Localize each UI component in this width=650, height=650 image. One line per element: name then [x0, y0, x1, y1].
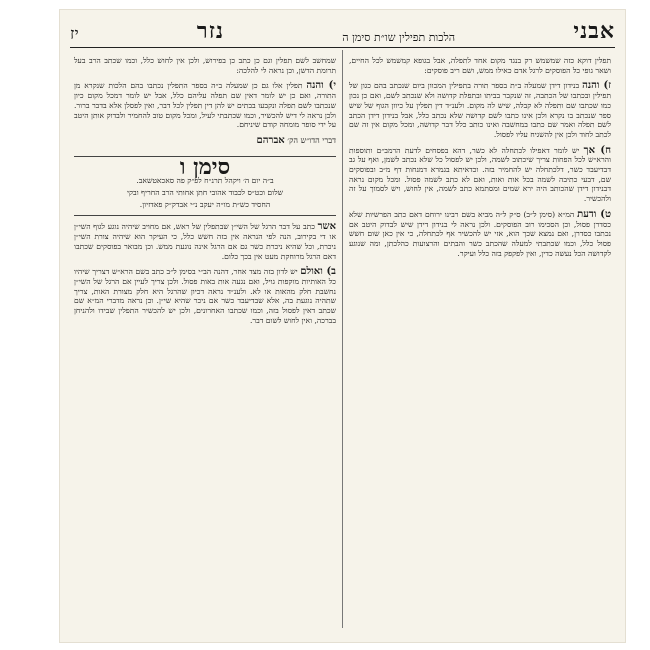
paragraph: שמחשב לשם תפלין וגם כן כתב כן בפירוש, ולכן אין לחוש כלל, וכמו שכתב הרב בעל תרומת הדשן, וכן נראה לי להלכה:: [74, 56, 336, 75]
paragraph-lead: י) והנה: [306, 80, 336, 92]
header-center: הלכות תפילין שו״ת סימן ה: [342, 31, 456, 44]
letter-recipient-line: החסיד כש״ת מו״ה יעקב נ״י אבדק״ק פאדזיון.: [139, 199, 271, 209]
paragraph: ז) והנה בנידון דידן שמעלה ב״ת בספר תורה בתפילין המכוון ביום שנכתב בהם כגון של תפילין ובכתבו של הכתבה, זה שנקבר בביתו ובתפלת קדושה ולא שנכתב לשם, ואם כן נכון כמו שכתבו שם ותפלה לא קבלה, שיש לה מקום. ולענ״ד דין תפלין על כיוון הגוף של שיש ספר שנכתב בו נקרא ולכן אינו כתבו לשם קדושה שלא נכתב כלל, אבל בנידון דידן הכתב לשם תפלה ואמר שם כתבו במחשבה ואינו כותב כלל דבר קדושה, ומכל מקום אין זה שם לכתב לחוד ולכן אין להשגיח עליו לפסול.: [349, 80, 611, 139]
header-right-title: אבני: [573, 18, 615, 44]
letter-date-line: ב״ה יום ה׳ ויקהל תרנ״ח לפ״ק פה סאכאטשאב.: [136, 176, 274, 186]
paragraph: ט) ודעת המ״א (סימן ל״ב) ס״ק ל״ה מביא בשם רבינו ירוחם דאם כתב הפרשיות שלא כסדרן פסול, וכן הסכימו רוב הפוסקים. ולכן נראה לי בנידון דידן שיש לבדוק היטב אם נכתבו כסדרן, ואם נמצא שכך הוא, אזי יש להכשיר אף לכתחלה, כי אין כאן שום חשש פסול כלל, וכמו שכתבתי למעלה שהכתב כשר והבתים והרצועות כהלכתן, ומה שנוגע לקדושה הכל נעשה כדין, ואין לפקפק בזה כלל ועיקר.: [349, 208, 611, 258]
paragraph: י) והנה תפלין אלו גם כן שמעלה ב״ה בספר התפלין נכתבו בהם הלכות שנקרא מן התורה, ואם כן יש לומר דאין שם תפלה עליהם כלל, אבל יש לומר דמכל מקום כיון שנכתבו לשם תפלה ונקבעו בבתים יש להן דין תפלין לכל דבר, ואין לפסלן אלא בדבר ברור. ולכן נראה לי דיש להכשיר, וכמו שכתבתי לעיל, ומכל מקום טוב להחמיר ולבדוק אותן היטב על ידי סופר מומחה קודם שיניחם.: [74, 80, 336, 130]
paragraph-lead: ט) ודעת: [577, 208, 611, 220]
text-column-right: [349, 56, 611, 628]
section-rule: [74, 215, 336, 216]
column-divider: [342, 50, 343, 628]
header-title: נזר: [196, 18, 225, 44]
signature: [74, 136, 336, 146]
text-column-left: [74, 56, 336, 628]
paragraph: אשר כתב על דבר הרגל של השי״ן שבתפלין של ראש, אם מחויב שיהיה נוגע לגוף השי״ן או די בקירוב, הנה לפי הנראה אין בזה חשש כלל, כי העיקר הוא שיהיה צורת השי״ן ניכרת, וכל שהיא ניכרת כשר גם אם הרגל אינה נוגעת ממש. וכן מבואר בפוסקים שכתבו דאם הרגל מרוחקת מעט אין בכך כלום.: [74, 221, 336, 261]
paragraph-lead: אשר: [317, 221, 336, 233]
paragraph: תפלין דוקא כזה שמשמש רק בנגד מקום אחד לתפלה, אבל בגופא קמשמש לכל החיים, ושאר גופי כל הפוסקים לרגל אדם כאילו ממש, ושם ריב פוסקים:: [349, 56, 611, 75]
paragraph-lead: ח) אך: [583, 144, 611, 156]
signature-name: אברהם: [256, 134, 285, 146]
paragraph-lead: ז) והנה: [582, 80, 611, 92]
section-title: סימן ו: [179, 153, 231, 180]
paragraph: ח) אך יש לומר דאפילו לכתחלה לא כשר, דהא בפסחים לדעת הרמב״ם ותוספות והרא״ש לכל הפחות צריך שיכתוב לשמה, ולכן יש לפסול כל שלא נכתב לשמן, ואף על גב דבדיעבד כשר, דלכתחלה יש להחמיר בזה. וכדאיתא בגמרא דמנחות דף מ״ב ובפוסקים שם, דבעי כתיבה לשמה בכל אות ואות, ואם לא כתב לשמה פסול. ומכל מקום נראה דבנידון דידן שהכותב היה ירא שמים ומסתמא כתב לשמה, אין לחוש, ויש לסמוך על זה ולהכשיר.: [349, 144, 611, 204]
paragraph: ב) ואולם יש לדון בזה מצד אחר, דהנה הב״י בסימן ל״ב כתב בשם הרא״ש דצריך שיהיו כל האותיות מוקפות גויל, ואם נגעה אות באות פסול. ולכן צריך לעיין אם הרגל של השי״ן נחשבת חלק מהאות או לא. ולענ״ד נראה דכיון שהרגל היא חלק מצורת האות, צריך שתהיה נוגעת בה, אלא שבדיעבד כשר אם ניכר שהיא שי״ן. וכן נראה מדברי המ״א שם שכתב דאין לפסול בזה, וכמו שכתבו האחרונים, ולכן יש להכשיר התפלין שבידו ולהניחן בברכה, ואין לחוש לשום דבר.: [74, 266, 336, 325]
page-number: יז: [70, 24, 79, 43]
running-header: [70, 16, 615, 48]
signature-label: דברי הדו״ש הק׳: [287, 135, 336, 145]
paragraph-lead: ב) ואולם: [300, 266, 336, 278]
book-page: [60, 10, 625, 642]
letter-greeting-line: שלום וכט״ס לכבוד אהובי חתן אחותי הרב החריף ובקי: [126, 188, 283, 198]
